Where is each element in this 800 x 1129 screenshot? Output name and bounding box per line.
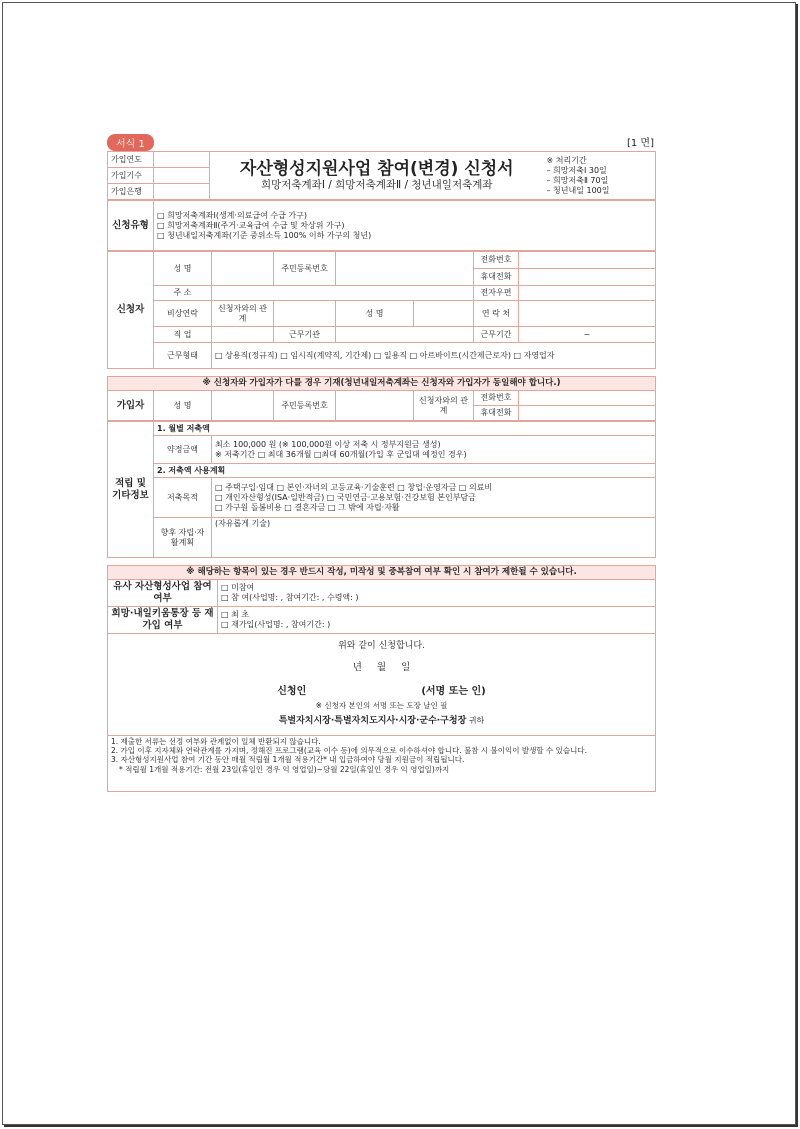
label-emergency-name: 성 명 xyxy=(336,301,414,327)
label-work-period: 근무기간 xyxy=(474,327,519,343)
type-option[interactable]: □ 청년내일저축계좌(기준 중위소득 100% 이하 가구의 청년) xyxy=(157,230,372,240)
note-item: * 적립월 1개월 적용기간: 전월 23일(휴일인 경우 익 영업일)~당월 22일(휴일인 경우 익 영업일)까지 xyxy=(119,764,450,774)
processing-period xyxy=(544,152,656,200)
note-item: 1. 제출한 서류는 선정 여부와 관계없이 일체 반환되지 않습니다. xyxy=(111,736,321,746)
input-count[interactable] xyxy=(154,168,210,184)
similar-label: 유사 자산형성사업 참여 여부 xyxy=(108,580,218,607)
type-label: 신청유형 xyxy=(108,201,154,251)
input-phone[interactable] xyxy=(519,252,656,269)
input-sub-name[interactable] xyxy=(212,391,274,421)
period-line: – 희망저축Ⅰ 30일 xyxy=(546,165,607,175)
similar-option[interactable]: □ 참 여(사업명: , 참여기간: , 수령액: ) xyxy=(221,592,359,602)
subscriber-notice: ※ 신청자와 가입자가 다를 경우 기재(청년내일저축계좌는 신청자와 가입자가 동일해야 합니다.) xyxy=(108,377,656,391)
input-bank[interactable] xyxy=(154,184,210,200)
label-sub-rrn: 주민등록번호 xyxy=(274,391,336,421)
applicant-sign-label: 신청인 xyxy=(277,686,307,697)
page-label: [1 면] xyxy=(626,138,654,149)
period-options[interactable]: ※ 저축기간 □ 최대 36개월 □최대 60개월(가입 후 군입대 예정인 경우) xyxy=(215,449,467,459)
note-item: 2. 가입 이후 지자체와 연락관계를 가지며, 정해진 프로그램(교육 이수 등)에 의무적으로 이수하셔야 합니다. 불참 시 불이익이 발생할 수 있습니다. xyxy=(111,745,588,755)
form-subtitle: 희망저축계좌Ⅰ / 희망저축계좌Ⅱ / 청년내일저축계좌 xyxy=(260,179,493,192)
type-option[interactable]: □ 희망저축계좌Ⅰ(생계·의료급여 수급 가구) xyxy=(157,210,307,220)
input-email[interactable] xyxy=(519,286,656,301)
type-option[interactable]: □ 희망저축계좌Ⅱ(주거·교육급여 수급 및 차상위 가구) xyxy=(157,220,345,230)
signature-block xyxy=(108,633,656,735)
input-job[interactable] xyxy=(212,327,274,343)
input-relation[interactable] xyxy=(274,301,336,327)
input-work-period[interactable]: ~ xyxy=(519,327,656,343)
label-amount: 약정금액 xyxy=(154,436,212,464)
declaration: 위와 같이 신청합니다. xyxy=(338,640,425,651)
input-workplace[interactable] xyxy=(336,327,474,343)
label-plan: 향후 자립·자활계획 xyxy=(154,518,212,558)
label-bank: 가입은행 xyxy=(108,184,154,200)
label-email: 전자우편 xyxy=(474,286,519,301)
label-contact: 연 락 처 xyxy=(474,301,519,327)
input-name[interactable] xyxy=(212,252,274,286)
label-phone: 전화번호 xyxy=(474,252,519,269)
input-emergency-name[interactable] xyxy=(414,301,474,327)
input-sub-phone[interactable] xyxy=(519,391,656,406)
application-form xyxy=(107,133,656,792)
label-year: 가입연도 xyxy=(108,152,154,168)
section-usage: 2. 저축액 사용계획 xyxy=(154,464,656,478)
input-rrn[interactable] xyxy=(336,252,474,286)
recipient: 특별자치시장·특별자치도지사·시장·군수·구청장 xyxy=(278,715,467,726)
input-mobile[interactable] xyxy=(519,269,656,286)
label-rrn: 주민등록번호 xyxy=(274,252,336,286)
savings-label: 적립 및 기타정보 xyxy=(108,422,154,558)
purpose-option[interactable]: □ 주택구입·임대 □ 본인·자녀의 고등교육·기술훈련 □ 창업·운영자금 □ 의료비 xyxy=(215,482,493,492)
label-workplace: 근무기관 xyxy=(274,327,336,343)
header-table xyxy=(107,151,656,200)
label-emergency: 비상연락 xyxy=(154,301,212,327)
title-cell xyxy=(210,152,544,200)
purpose-option[interactable]: □ 가구원 돌봄비용 □ 결혼자금 □ 그 밖에 자립·자활 xyxy=(215,502,400,512)
label-sub-phone: 전화번호 xyxy=(474,391,519,406)
amount-text: 최소 100,000 원 (※ 100,000원 이상 저축 시 정부지원금 생성) xyxy=(215,439,441,449)
rejoin-option[interactable]: □ 최 초 xyxy=(221,609,250,619)
purpose-options[interactable] xyxy=(212,478,656,518)
period-line: – 청년내일 100일 xyxy=(546,185,610,195)
label-purpose: 저축목적 xyxy=(154,478,212,518)
form-number-badge: 서식 1 xyxy=(107,134,154,151)
amount-cell[interactable] xyxy=(212,436,656,464)
label-sub-name: 성 명 xyxy=(154,391,212,421)
sign-hint: (서명 또는 인) xyxy=(421,686,486,697)
label-address: 주 소 xyxy=(154,286,212,301)
warning-notice: ※ 해당하는 항목이 있는 경우 반드시 작성, 미작성 및 중복참여 여부 확인 시 참여가 제한될 수 있습니다. xyxy=(108,566,656,580)
plan-input[interactable]: (자유롭게 기술) xyxy=(212,518,656,558)
notes-block xyxy=(108,735,656,791)
input-contact[interactable] xyxy=(519,301,656,327)
type-options xyxy=(154,201,656,251)
similar-options[interactable] xyxy=(218,580,656,607)
work-form-options[interactable]: □ 상용직(정규직) □ 임시직(계약직, 기간제) □ 일용직 □ 아르바이트(시간제근로자) □ 자영업자 xyxy=(212,343,656,369)
section-monthly: 1. 월별 저축액 xyxy=(154,422,656,436)
label-sub-relation: 신청자와의 관계 xyxy=(414,391,474,421)
applicant-table xyxy=(107,251,656,369)
label-name: 성 명 xyxy=(154,252,212,286)
input-year[interactable] xyxy=(154,152,210,168)
period-line: ※ 처리기간 xyxy=(546,155,587,165)
rejoin-options[interactable] xyxy=(218,606,656,633)
recipient-suffix: 귀하 xyxy=(468,715,485,725)
input-sub-mobile[interactable] xyxy=(519,406,656,421)
sign-note: ※ 신청자 본인의 서명 또는 도장 날인 필 xyxy=(315,700,448,710)
similar-option[interactable]: □ 미참여 xyxy=(221,582,255,592)
type-table xyxy=(107,200,656,251)
input-sub-rrn[interactable] xyxy=(336,391,414,421)
subscriber-label: 가입자 xyxy=(108,391,154,421)
applicant-label: 신청자 xyxy=(108,252,154,369)
label-relation: 신청자와의 관계 xyxy=(212,301,274,327)
date-line[interactable]: 년 월 일 xyxy=(352,662,411,674)
rejoin-option[interactable]: □ 재가입(사업명: , 참여기간: ) xyxy=(221,619,331,629)
rejoin-label: 희망·내일키움통장 등 재가입 여부 xyxy=(108,606,218,633)
label-sub-mobile: 휴대전화 xyxy=(474,406,519,421)
subscriber-table xyxy=(107,376,656,421)
purpose-option[interactable]: □ 개인자산형성(ISA·일반적금) □ 국민연금·고용보험·건강보험 본인부담금 xyxy=(215,492,476,502)
note-item: 3. 자산형성지원사업 참여 기간 동안 매월 적립월 1개월 적용기간* 내 입금하여야 당월 지원금이 적립됩니다. xyxy=(111,755,465,765)
label-mobile: 휴대전화 xyxy=(474,269,519,286)
period-line: – 희망저축Ⅱ 70일 xyxy=(546,175,609,185)
form-title: 자산형성지원사업 참여(변경) 신청서 xyxy=(239,158,514,179)
input-address[interactable] xyxy=(212,286,474,301)
label-job: 직 업 xyxy=(154,327,212,343)
label-count: 가입기수 xyxy=(108,168,154,184)
savings-table xyxy=(107,421,656,558)
participation-table xyxy=(107,565,656,792)
label-work-form: 근무형태 xyxy=(154,343,212,369)
